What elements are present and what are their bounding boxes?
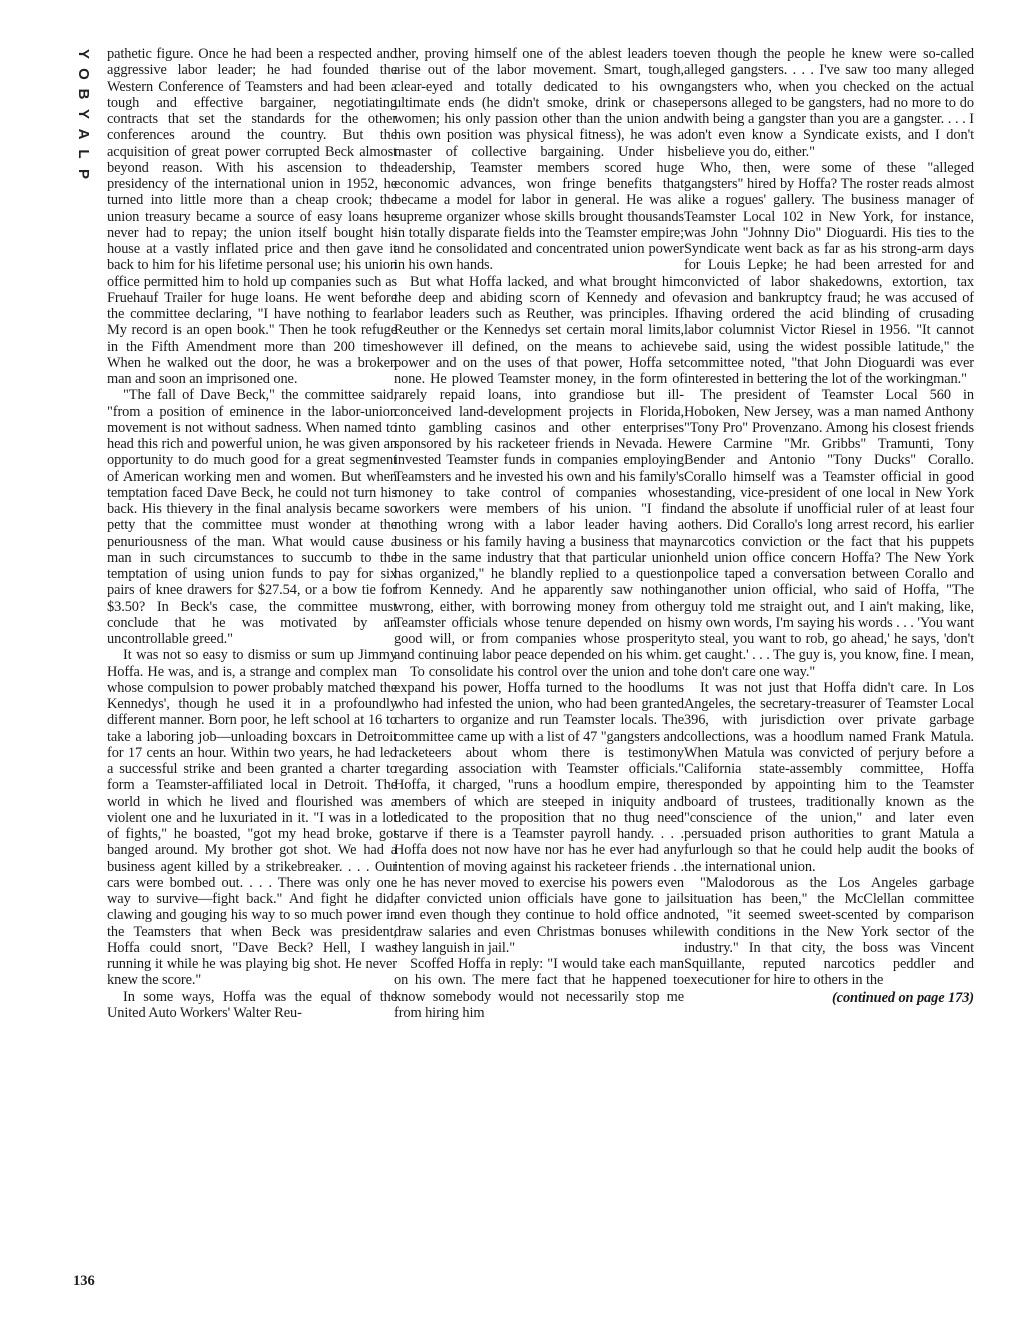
page-number: 136 <box>73 1273 95 1289</box>
paragraph: In some ways, Hoffa was the equal of the United Auto Workers' Walter Reu- <box>107 988 397 1021</box>
text-column-2 <box>394 46 684 1021</box>
masthead-letter: O <box>75 68 92 80</box>
masthead-letter: B <box>75 88 92 100</box>
masthead-letter: Y <box>75 48 92 59</box>
text-column-1 <box>107 46 397 1021</box>
paragraph: even though the people he knew were so-called alleged gangsters. . . . I've saw too many alleged gangsters who, when you checked on the actual persons alleged to be gangsters, had no more to do with being a gangster than you are a gangster. . . . I don't even know a Syndicate exists, and I don't believe you do, either." <box>684 46 974 160</box>
magazine-masthead <box>70 44 96 184</box>
continued-on-page-link: (continued on page 173) <box>831 989 974 1006</box>
paragraph: It was not so easy to dismiss or sum up Jimmy Hoffa. He was, and is, a strange and complex man whose compulsion to power probably matched the Kennedys', though he used it in a profoundly different manner. Born poor, he left school at 16 to take a laboring job—unloading boxcars in Detroit for 17 cents an hour. Within two years, he had led a successful strike and been granted a charter to form a Teamster-affiliated local in Detroit. The world in which he lived and flourished was a violent one and he luxuriated in it. "I was in a lot of fights," he boasted, "got my head broke, got banged around. My brother got shot. We had a business agent killed by a strikebreaker. . . . Our cars were bombed out. . . . There was only one way to survive—fight back." And fight he did, clawing and gouging his way to so much power in the Teamsters that when Beck was president, Hoffa could snort, "Dave Beck? Hell, I was running it while he was playing big shot. He never knew the score." <box>107 647 397 989</box>
paragraph: But what Hoffa lacked, and what brought him the deep and abiding scorn of Kennedy and of labor leaders such as Reuther, was principles. If Reuther or the Kennedys set certain moral limits, however ill defined, on the means to achieve power and on the uses of that power, Hoffa set none. He plowed Teamster money, in the form of rarely repaid loans, into grandiose but ill-conceived land-development projects in Florida, into gambling casinos and other enterprises sponsored by his racketeer friends in Nevada. He invested Teamster funds in companies employing Teamsters and he invested his own and his family's money to take control of companies whose workers were members of his union. "I find nothing wrong with a labor leader having a business or his family having a business that may be in the same industry that that particular union has organized," he blandly replied to a question from Kennedy. And he apparently saw nothing wrong, either, with borrowing money from other Teamster officials whose tenure depended on his good will, or from companies whose prosperity and continuing labor peace depended on his whim. <box>394 273 684 664</box>
masthead-letter: L <box>75 149 92 159</box>
masthead-letter: P <box>75 168 92 179</box>
paragraph: "The fall of Dave Beck," the committee said, "from a position of eminence in the labor-union movement is not without sadness. When named to head this rich and powerful union, he was given an opportunity to do much good for a great segment of American working men and women. But when temptation faced Dave Beck, he could not turn his back. His thievery in the final analysis became so petty that the committee must wonder at the penuriousness of the man. What would cause a man in such circumstances to succumb to the temptation of using union funds to pay for six pairs of knee drawers for $27.54, or a bow tie for $3.50? In Beck's case, the committee must conclude that he was motivated by an uncontrollable greed." <box>107 387 397 647</box>
text-column-3 <box>684 46 974 1006</box>
paragraph: ther, proving himself one of the ablest leaders to arise out of the labor movement. Smart, tough, clear-eyed and totally dedicated to his own ultimate ends (he didn't smoke, drink or chase women; his only passion other than the union and his own position was physical fitness), he was a master of collective bargaining. Under his leadership, Teamster members scored huge economic advances, won fringe benefits that became a model for labor in general. He was a supreme organizer whose skills brought thousands in totally disparate fields into the Teamster empire; and he consolidated and concentrated union power in his own hands. <box>394 46 684 274</box>
paragraph: It was not just that Hoffa didn't care. In Los Angeles, the secretary-treasurer of Teamster Local 396, with jurisdiction over private garbage collections, was a hoodlum named Frank Matula. When Matula was convicted of perjury before a California state-assembly committee, Hoffa responded by appointing him to the Teamster board of trustees, traditionally known as the "conscience of the union," and later even persuaded prison authorities to grant Matula a furlough so that he could help audit the books of the international union. <box>684 679 974 875</box>
paragraph: Scoffed Hoffa in reply: "I would take each man on his own. The mere fact that he happened to know somebody would not necessarily stop me from hiring him <box>394 956 684 1021</box>
paragraph: "Malodorous as the Los Angeles garbage situation has been," the McClellan committee noted, "it seemed sweet-scented by comparison with conditions in the New York sector of the industry." In that city, the boss was Vincent Squillante, reputed narcotics peddler and executioner for hire to others in the <box>684 874 974 989</box>
masthead-letter: Y <box>75 108 92 119</box>
paragraph: pathetic figure. Once he had been a respected and aggressive labor leader; he had founded the Western Conference of Teamsters and had been a tough and effective bargainer, negotiating contracts that set the standards for the other conferences around the country. But the acquisition of great power corrupted Beck almost beyond reason. With his ascension to the presidency of the international union in 1952, he turned into little more than a cheap crook; the union treasury became a source of easy loans he never had to repay; the union itself bought his house at a vastly inflated price and then gave it back to him for his lifetime personal use; his union office permitted him to hold up companies such as Fruehauf Trailer for huge loans. He went before the committee declaring, "I have nothing to fear. My record is an open book." Then he took refuge in the Fifth Amendment more than 200 times. When he walked out the door, he was a broken man and soon an imprisoned one. <box>107 46 397 387</box>
paragraph: To consolidate his control over the union and to expand his power, Hoffa turned to the hoodlums who had infested the union, who had been granted charters to organize and run Teamster locals. The committee came up with a list of 47 "gangsters and racketeers about whom there is testimony regarding association with Teamster officials." Hoffa, it charged, "runs a hoodlum empire, the members of which are steeped in iniquity and dedicated to the proposition that no thug need starve if there is a Teamster payroll handy. . . . Hoffa does not now have nor has he ever had any intention of moving against his racketeer friends . . . he has never moved to exercise his powers even after convicted union officials have gone to jail and even though they continue to hold office and draw salaries and even Christmas bonuses while they languish in jail." <box>394 663 684 956</box>
paragraph: The president of Teamster Local 560 in Hoboken, New Jersey, was a man named Anthony "Tony Pro" Provenzano. Among his closest friends were Carmine "Mr. Gribbs" Tramunti, Tony Bender and Antonio "Tony Ducks" Corallo. Corallo himself was a Teamster official in good standing, vice-president of one local in New York and the absolute if unofficial ruler of at least four others. Did Corallo's long arrest record, his earlier narcotics conviction or the fact that his puppets held union office concern Hoffa? The New York police taped a conversation between Corallo and another union official, who said of Hoffa, "The guy told me straight out, and I ain't making, like, my own words, I'm saying his words . . . 'You want to steal, you want to rob, go ahead,' he says, 'don't get caught.' . . . The guy is, you know, fine. I mean, he don't care one way." <box>684 387 974 680</box>
masthead-letter: A <box>75 128 92 140</box>
paragraph: Who, then, were some of these "alleged gangsters" hired by Hoffa? The roster reads almost like a rogues' gallery. The business manager of Teamster Local 102 in New York, for instance, was John "Johnny Dio" Dioguardi. His ties to the Syndicate went back as far as his strong-arm days for Louis Lepke; he had been arrested for and convicted of labor shakedowns, extortion, tax evasion and bankruptcy fraud; he was accused of having ordered the acid blinding of crusading labor columnist Victor Riesel in 1956. "It cannot be said, using the widest possible latitude," the committee noted, "that John Dioguardi was ever interested in bettering the lot of the workingman." <box>684 159 974 387</box>
